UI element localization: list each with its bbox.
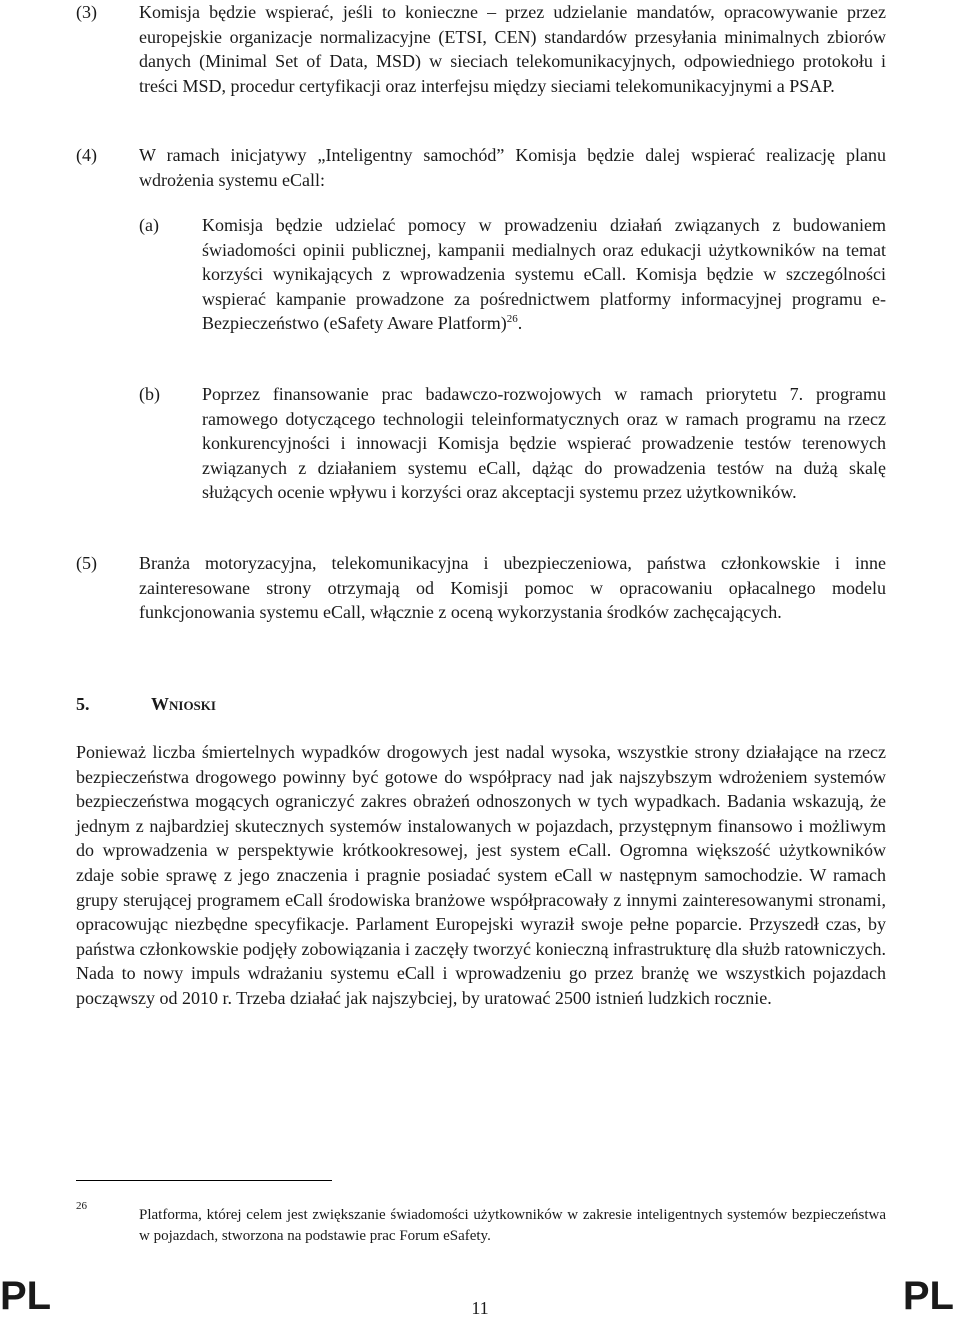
item-number: (5): [76, 553, 97, 573]
page-number: 11: [471, 1298, 489, 1318]
footnote-reference[interactable]: 26: [506, 313, 518, 326]
footnote-separator: [76, 1180, 332, 1181]
subitem-paragraph: Poprzez finansowanie prac badawczo-rozwojowych w ramach priorytetu 7. programu ramowego dotyczącego technologii teleinformatycznych oraz w ramach programu na rzecz konkurencyjności i innowacji Komisja będzie wspierać prowadzenie testów terenowych związanych z działaniem systemu eCall, dążąc do prowadzenia testów na dużą skalę służących ocenie wpływu i korzyści oraz akceptacji systemu przez użytkowników.: [202, 384, 886, 503]
section-title: Wnioski: [151, 694, 216, 714]
subitem-label: (a): [139, 215, 159, 235]
section-number: 5.: [76, 694, 90, 714]
subitem-text: Komisja będzie udzielać pomocy w prowadzeniu działań związanych z budowaniem świadomości opinii publicznej, kampanii medialnych oraz edukacji użytkowników na temat korzyści wynikających z wprowadzenia systemu eCall. Komisja będzie w szczególności wspierać kampanie prowadzone za pośrednictwem platformy informacyjnej programu e-Bezpieczeństwo (eSafety Aware Platform): [202, 215, 886, 334]
language-code-left: PL: [0, 1274, 52, 1318]
item-number: (3): [76, 2, 97, 22]
conclusion-paragraph: Ponieważ liczba śmiertelnych wypadków drogowych jest nadal wysoka, wszystkie strony działające na rzecz bezpieczeństwa drogowego powinny być gotowe do współpracy nad jak najszybszym wdrożeniem systemów bezpieczeństwa mogących ograniczyć zakres obrażeń odnoszonych w tych wypadkach. Badania wskazują, że jednym z najbardziej skutecznych systemów instalowanych w pojazdach, przystępnym finansowo i możliwym do wprowadzenia w perspektywie krótkookresowej, jest system eCall. Ogromna większość użytkowników zdaje sobie sprawę z jego znaczenia i pragnie posiadać system eCall w następnym samochodzie. W ramach grupy sterującej programem eCall środowiska branżowe współpracowały z innymi zainteresowanymi stronami, opracowując niezbędne specyfikacje. Parlament Europejski wyraził swoje pełne poparcie. Przyszedł czas, by państwa członkowskie podjęły zobowiązania i zaczęły tworzyć konieczną infrastrukturę dla służb ratowniczych. Nada to nowy impuls wdrażaniu systemu eCall i wprowadzeniu go przez branżę we wszystkich pojazdach począwszy od 2010 r. Trzeba działać jak najszybciej, by uratować 2500 istnień ludzkich rocznie.: [76, 742, 886, 1008]
subitem-label: (b): [139, 384, 160, 404]
item-paragraph: Branża motoryzacyjna, telekomunikacyjna i ubezpieczeniowa, państwa członkowskie i inne zainteresowane strony otrzymają od Komisji pomoc w opracowaniu opłacalnego modelu funkcjonowania systemu eCall, włącznie z oceną wykorzystania środków zachęcających.: [139, 553, 886, 623]
subitem-paragraph: Komisja będzie udzielać pomocy w prowadzeniu działań związanych z budowaniem świadomości opinii publicznej, kampanii medialnych oraz edukacji użytkowników na temat korzyści wynikających z wprowadzenia systemu eCall. Komisja będzie w szczególności wspierać kampanie prowadzone za pośrednictwem platformy informacyjnej programu e-Bezpieczeństwo (eSafety Aware Platform)$^{26}$.: [202, 215, 886, 334]
language-code-right: PL: [902, 1274, 954, 1318]
footnote-number: 26: [76, 1200, 87, 1212]
item-paragraph: Komisja będzie wspierać, jeśli to konieczne – przez udzielanie mandatów, opracowywanie przez europejskie organizacje normalizacyjne (ETSI, CEN) standardów przesyłania minimalnych zbiorów danych (Minimal Set of Data, MSD) w sieciach telekomunikacyjnych, odpowiedniego protokołu i treści MSD, procedur certyfikacji oraz interfejsu między sieciami telekomunikacyjnymi a PSAP.: [139, 2, 886, 96]
footnote-text: Platforma, której celem jest zwiększanie świadomości użytkowników w zakresie inteligentnych systemów bezpieczeństwa w pojazdach, stworzona na podstawie prac Forum eSafety.: [139, 1207, 886, 1244]
item-paragraph: W ramach inicjatywy „Inteligentny samochód” Komisja będzie dalej wspierać realizację planu wdrożenia systemu eCall:: [139, 145, 886, 190]
item-number: (4): [76, 145, 97, 165]
